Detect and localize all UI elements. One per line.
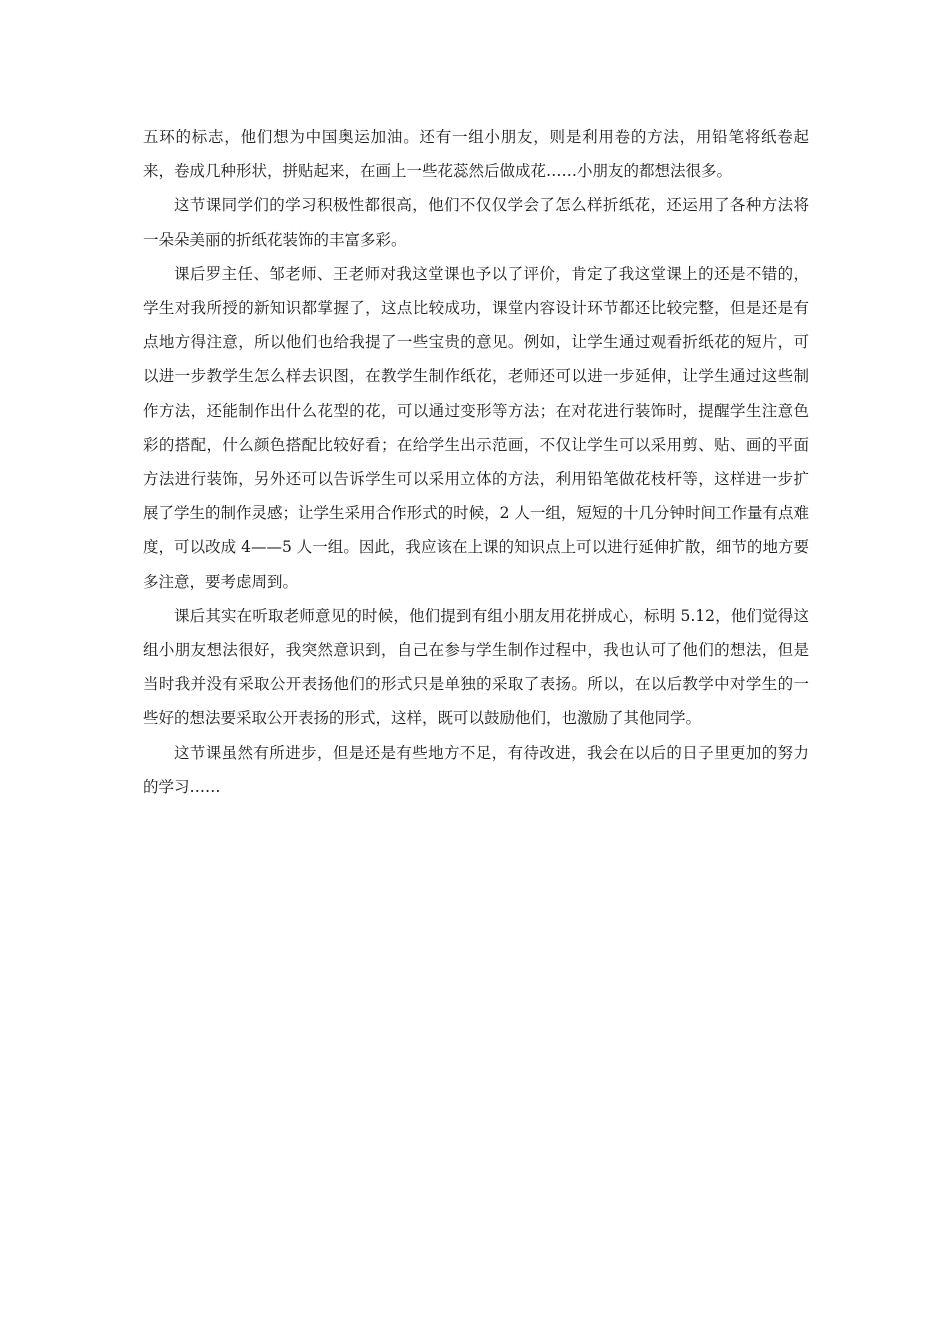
paragraph: 五环的标志，他们想为中国奥运加油。还有一组小朋友，则是利用卷的方法，用铅笔将纸卷起来，卷成几种形状，拼贴起来，在画上一些花蕊然后做成花……小朋友的都想法很多。 (143, 128, 809, 181)
paragraph: 这节课同学们的学习积极性都很高，他们不仅仅学会了怎么样折纸花，还运用了各种方法将一朵朵美丽的折纸花装饰的丰富多彩。 (143, 196, 809, 249)
paragraph: 课后其实在听取老师意见的时候，他们提到有组小朋友用花拼成心，标明 5.12，他们觉得这组小朋友想法很好，我突然意识到，自己在参与学生制作过程中，我也认可了他们的想法，但是当时我并没有采取公开表扬他们的形式只是单独的采取了表扬。所以，在以后教学中对学生的一些好的想法要采取公开表扬的形式，这样，既可以鼓励他们，也激励了其他同学。 (143, 606, 809, 728)
paragraph: 课后罗主任、邹老师、王老师对我这堂课也予以了评价，肯定了我这堂课上的还是不错的，学生对我所授的新知识都掌握了，这点比较成功，课堂内容设计环节都还比较完整，但是还是有点地方得注意，所以他们也给我提了一些宝贵的意见。例如，让学生通过观看折纸花的短片，可以进一步教学生怎么样去识图，在教学生制作纸花，老师还可以进一步延伸，让学生通过这些制作方法，还能制作出什么花型的花，可以通过变形等方法；在对花进行装饰时，提醒学生注意色彩的搭配，什么颜色搭配比较好看；在给学生出示范画，不仅让学生可以采用剪、贴、画的平面方法进行装饰，另外还可以告诉学生可以采用立体的方法，利用铅笔做花枝杆等，这样进一步扩展了学生的制作灵感；让学生采用合作形式的时候，2 人一组，短短的十几分钟时间工作量有点难度，可以改成 4——5 人一组。因此，我应该在上课的知识点上可以进行延伸扩散，细节的地方要多注意，要考虑周到。 (143, 264, 809, 591)
document-body (143, 120, 809, 804)
paragraph: 这节课虽然有所进步，但是还是有些地方不足，有待改进，我会在以后的日子里更加的努力的学习…… (143, 743, 809, 796)
